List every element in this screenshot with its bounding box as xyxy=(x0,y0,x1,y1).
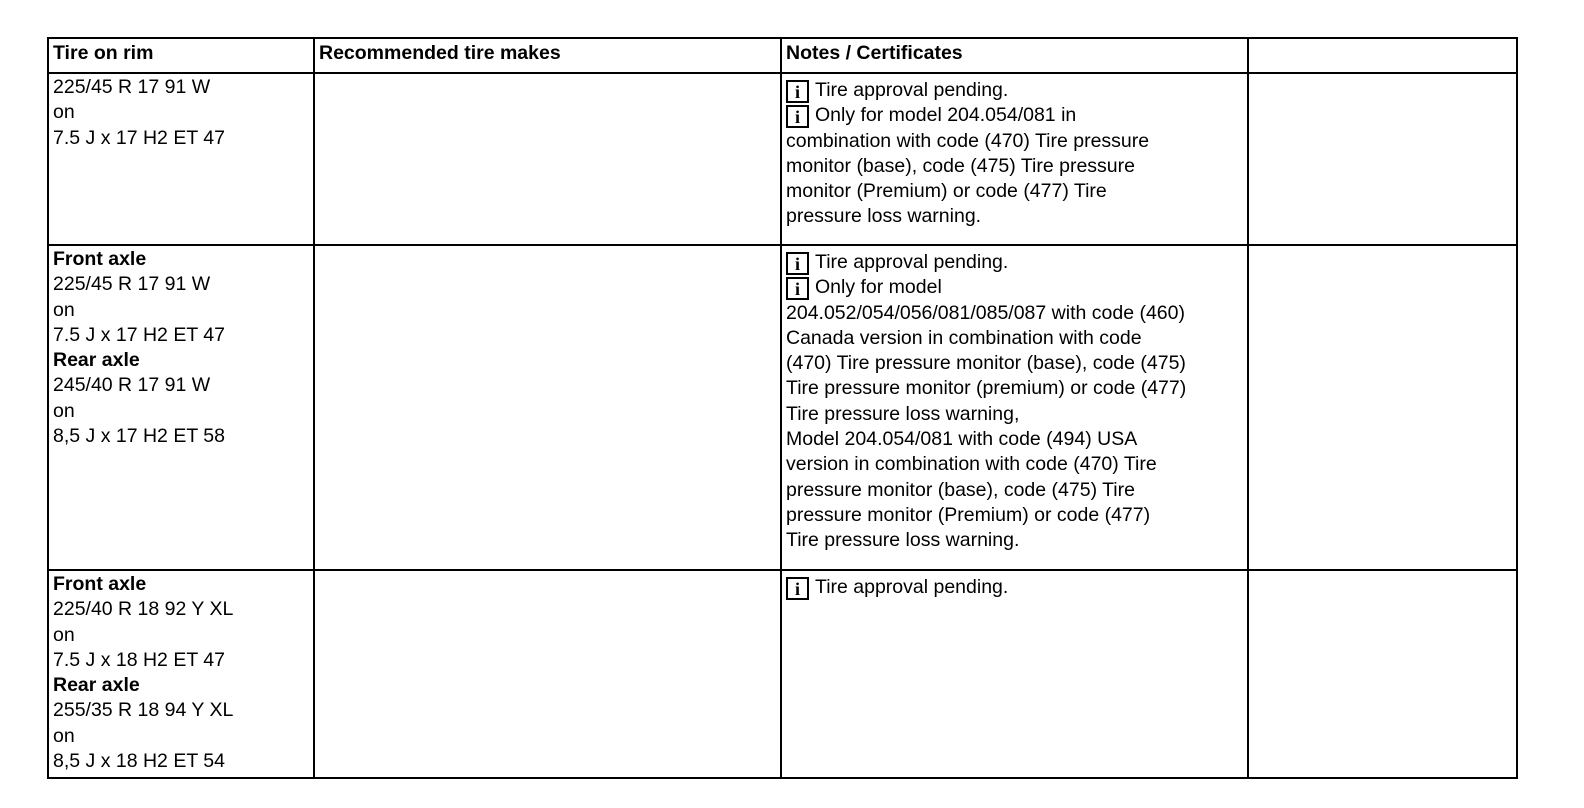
tire-on-rim-cell xyxy=(48,245,314,570)
info-icon: i xyxy=(786,252,809,275)
note-text: Tire approval pending. xyxy=(815,79,1009,101)
axle-label: Rear axle xyxy=(53,674,140,697)
tire-spec-line: 8,5 J x 17 H2 ET 58 xyxy=(53,425,225,448)
table-row xyxy=(48,73,1517,245)
axle-label: Front axle xyxy=(53,248,147,270)
header-tire-on-rim: Tire on rim xyxy=(48,38,314,73)
tire-spec-line: on xyxy=(53,399,75,422)
header-empty xyxy=(1248,38,1517,73)
tire-spec-line: on xyxy=(53,101,75,124)
axle-label: Rear axle xyxy=(53,349,140,372)
table-row xyxy=(48,570,1517,778)
note-item xyxy=(786,275,1243,553)
notes-certificates-cell xyxy=(781,245,1248,570)
note-text: Only for model 204.052/054/056/081/085/087 with code (460) Canada version in combination with code (470) Tire pressure monitor (base), code (475) Tire pressure monitor (premium) or code (477) Tire pressure loss warning, Model 204.054/081 with code (494) USA version in combination with code (470) Tire pressure monitor (base), code (475) Tire pressure monitor (Premium) or code (477) Tire pressure loss warning. xyxy=(786,276,1187,552)
tire-on-rim-cell xyxy=(48,73,314,245)
tire-spec-line: 7.5 J x 17 H2 ET 47 xyxy=(53,323,225,346)
recommended-makes-cell xyxy=(314,73,781,245)
tire-on-rim-cell xyxy=(48,570,314,778)
notes-certificates-cell xyxy=(781,570,1248,778)
recommended-makes-cell xyxy=(314,570,781,778)
info-icon: i xyxy=(786,80,809,103)
table-row xyxy=(48,245,1517,570)
note-item xyxy=(786,78,1243,103)
tire-spec-line: on xyxy=(53,623,75,646)
info-icon: i xyxy=(786,105,809,128)
tire-spec-line: 225/45 R 17 91 W xyxy=(53,273,211,296)
note-item xyxy=(786,103,1243,229)
extra-cell xyxy=(1248,245,1517,570)
note-text: Only for model 204.054/081 in combination with code (470) Tire pressure monitor (base), code (475) Tire pressure monitor (Premium) or code (477) Tire pressure loss warning. xyxy=(786,104,1150,228)
note-item xyxy=(786,250,1243,275)
header-recommended-tire-makes: Recommended tire makes xyxy=(314,38,781,73)
tire-spec-line: 7.5 J x 18 H2 ET 47 xyxy=(53,648,225,671)
table-header-row xyxy=(48,38,1517,73)
extra-cell xyxy=(1248,570,1517,778)
note-text: Tire approval pending. xyxy=(815,251,1009,273)
header-notes-certificates: Notes / Certificates xyxy=(781,38,1248,73)
tire-spec-line: on xyxy=(53,298,75,321)
info-icon: i xyxy=(786,277,809,300)
tire-spec-line: 7.5 J x 17 H2 ET 47 xyxy=(53,126,225,149)
tire-rim-table xyxy=(47,37,1518,779)
note-text: Tire approval pending. xyxy=(815,576,1009,598)
tire-spec-line: 8,5 J x 18 H2 ET 54 xyxy=(53,750,225,773)
note-item xyxy=(786,575,1243,600)
axle-label: Front axle xyxy=(53,573,147,595)
recommended-makes-cell xyxy=(314,245,781,570)
notes-certificates-cell xyxy=(781,73,1248,245)
tire-spec-line: 225/40 R 18 92 Y XL xyxy=(53,598,234,621)
tire-spec-line: 245/40 R 17 91 W xyxy=(53,374,211,397)
info-icon: i xyxy=(786,577,809,600)
tire-spec-line: 255/35 R 18 94 Y XL xyxy=(53,699,234,722)
tire-spec-line: 225/45 R 17 91 W xyxy=(53,76,211,98)
extra-cell xyxy=(1248,73,1517,245)
tire-spec-line: on xyxy=(53,724,75,747)
